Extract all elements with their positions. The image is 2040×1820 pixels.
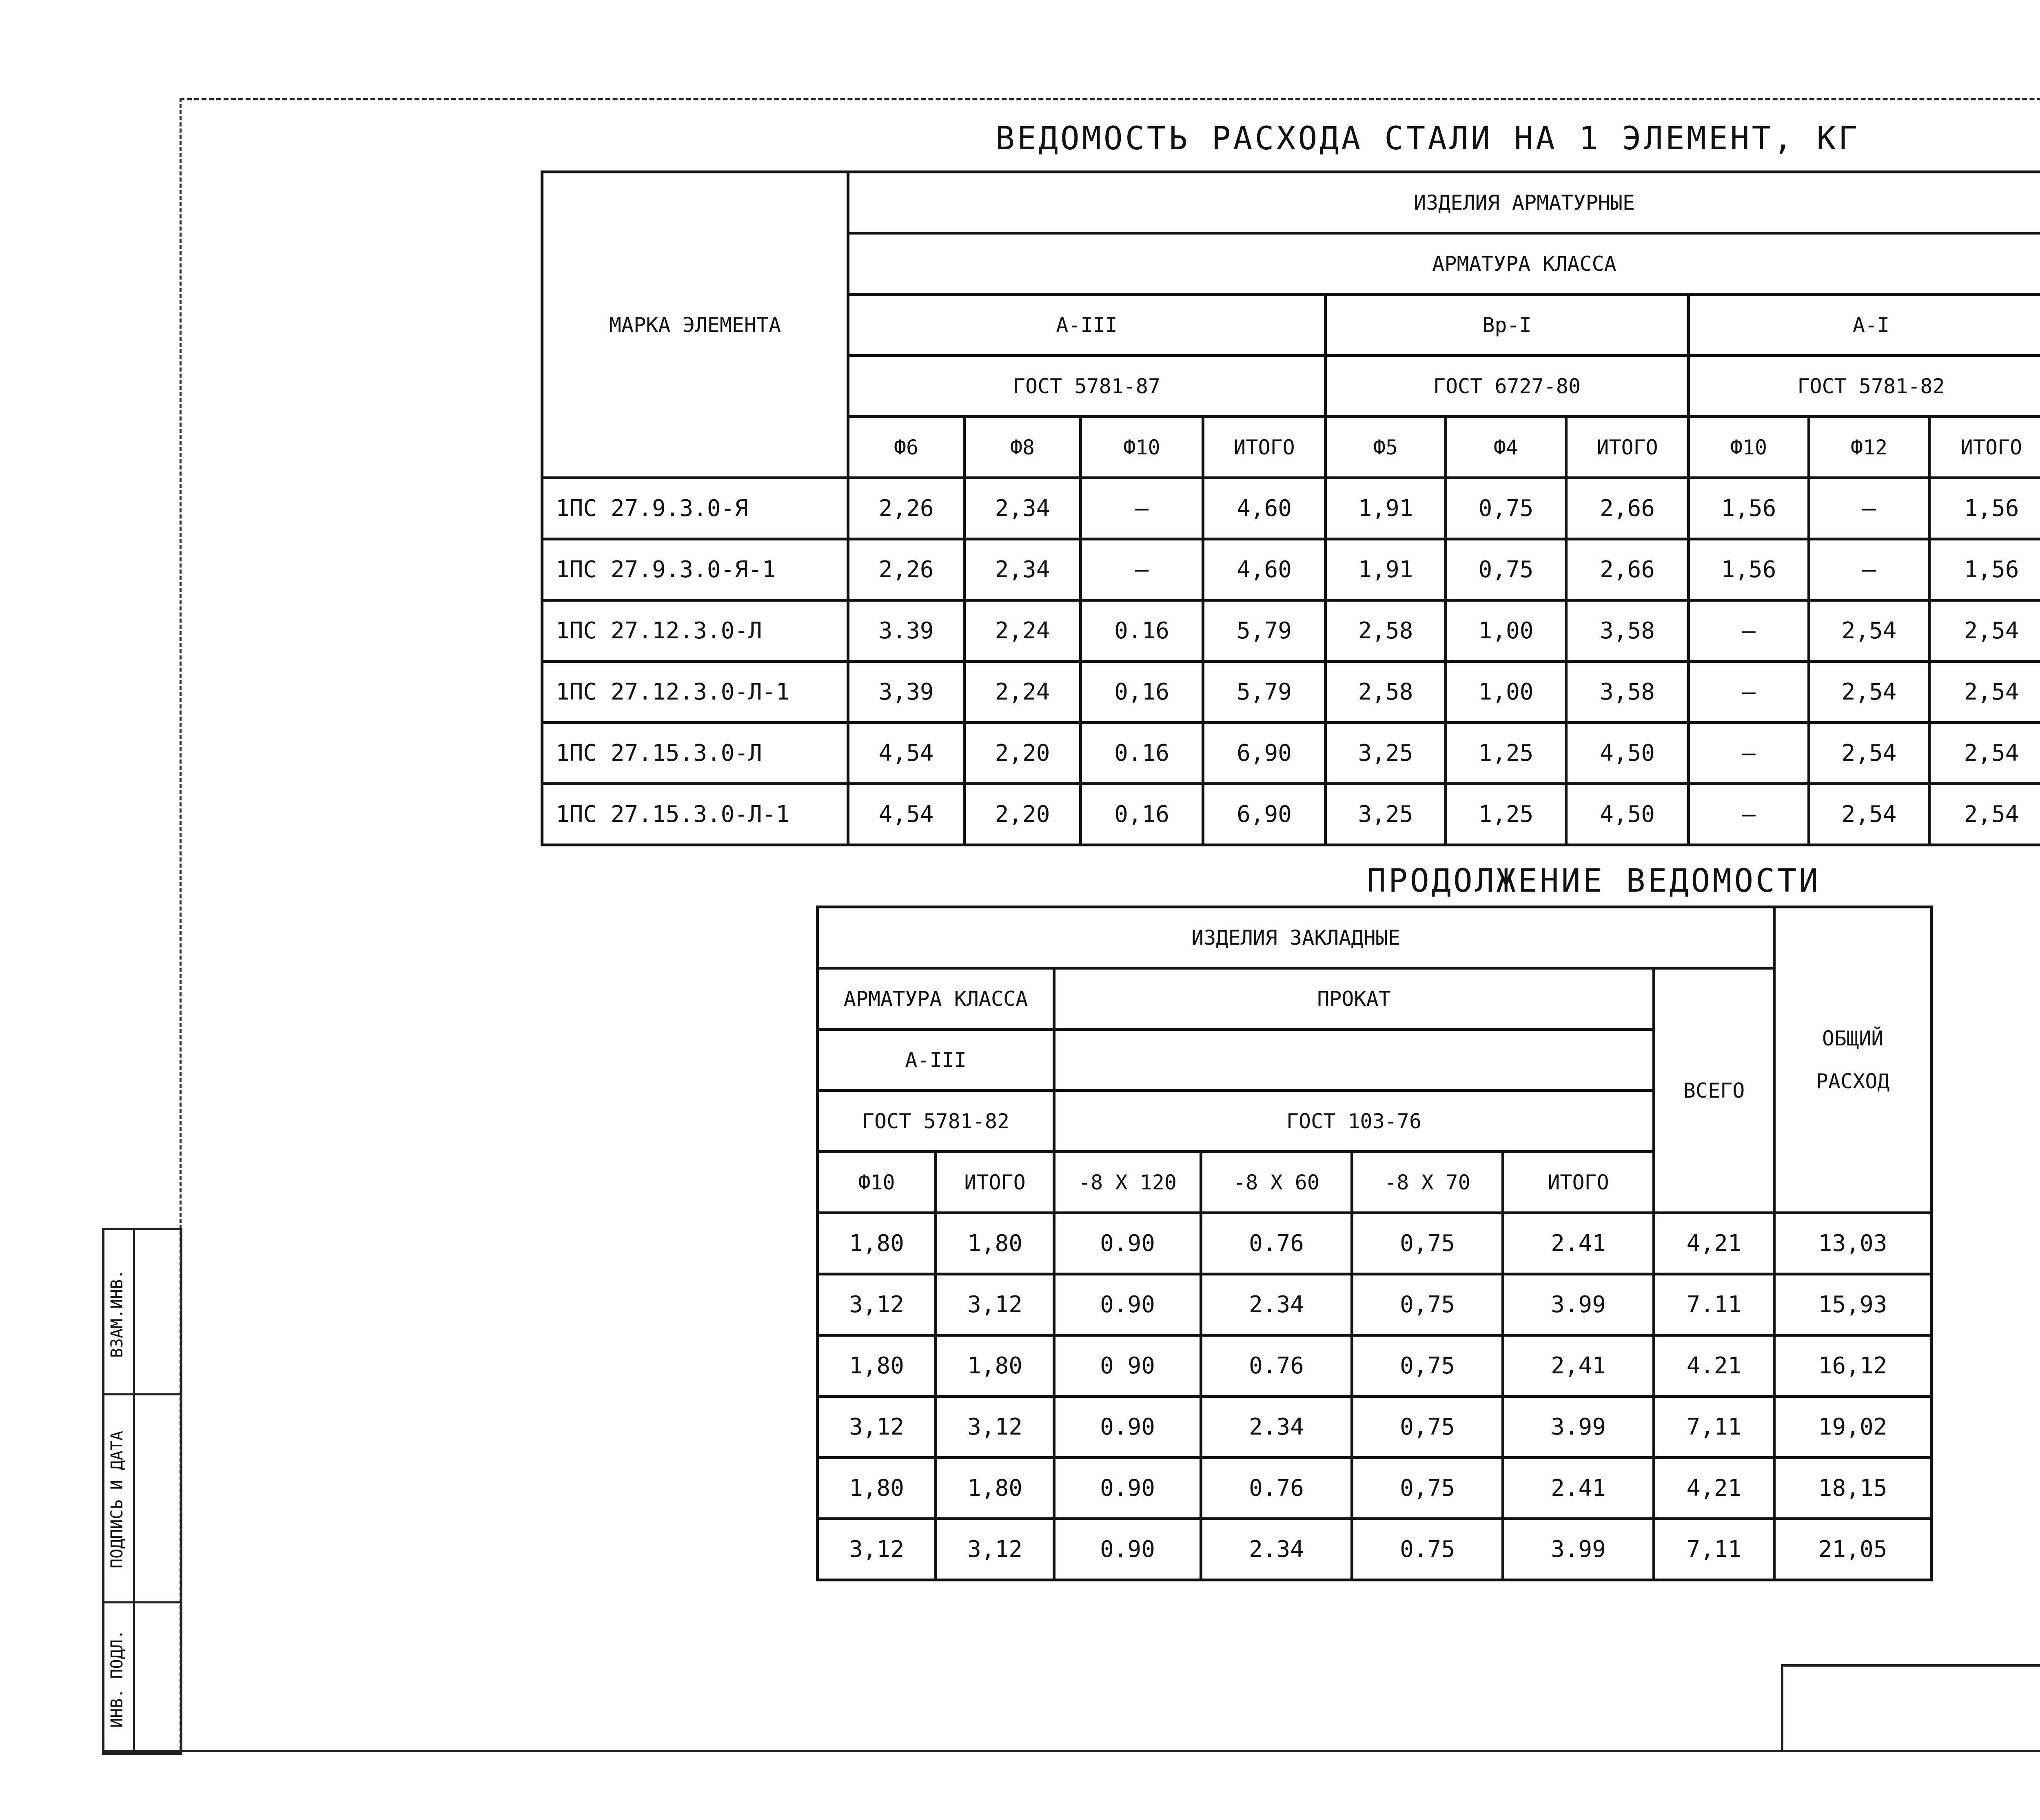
group-header: ИЗДЕЛИЯ АРМАТУРНЫЕ	[848, 172, 2040, 233]
table-cell: 2,26	[848, 478, 965, 539]
table-cell: 2,34	[965, 539, 1081, 600]
table-cell: 4,50	[1566, 723, 1689, 784]
table2-title: ПРОДОЛЖЕНИЕ ВЕДОМОСТИ	[1367, 863, 1821, 899]
gost-header: ГОСТ 5781-82	[818, 1091, 1054, 1152]
table-row	[542, 539, 2040, 600]
element-mark: 1ПС 27.12.3.0-Л-1	[542, 662, 848, 723]
overall-header-line1: ОБЩИЙ	[1822, 1026, 1884, 1050]
table-row	[542, 784, 2040, 845]
table-cell: 0,75	[1352, 1335, 1503, 1397]
table-cell: —	[1809, 478, 1929, 539]
table-cell: 1,80	[936, 1213, 1054, 1274]
table-cell: 3,25	[1326, 784, 1446, 845]
table-cell: 0,75	[1352, 1397, 1503, 1458]
table-cell: 2,20	[965, 784, 1081, 845]
table-row	[818, 1213, 1931, 1274]
overall-header-line2: РАСХОД	[1816, 1069, 1890, 1093]
table-cell: 0.90	[1054, 1458, 1201, 1519]
empty-header-cell	[1054, 1030, 1654, 1091]
table-cell: 2,54	[1809, 662, 1929, 723]
group-header: ИЗДЕЛИЯ ЗАКЛАДНЫЕ	[818, 907, 1774, 968]
table-cell: 2,54	[1929, 723, 2040, 784]
table-cell: 1,80	[818, 1335, 936, 1397]
table-cell: 2,41	[1503, 1335, 1654, 1397]
class-a3-header: А-III	[818, 1030, 1054, 1091]
table-cell: 0.76	[1201, 1213, 1352, 1274]
table-row	[818, 1335, 1931, 1397]
table-cell: —	[1689, 662, 1809, 723]
table-cell: 3.99	[1503, 1397, 1654, 1458]
table-cell: 4,54	[848, 784, 965, 845]
table-cell: 2,66	[1566, 539, 1689, 600]
table-cell: 2.41	[1503, 1458, 1654, 1519]
column-header: ИТОГО	[936, 1152, 1054, 1213]
table-cell: 0,75	[1446, 478, 1566, 539]
table-cell: 2,54	[1809, 784, 1929, 845]
armclass-header: АРМАТУРА КЛАССА	[818, 968, 1054, 1030]
table-cell: 0,75	[1352, 1274, 1503, 1335]
table-cell: 0.75	[1352, 1519, 1503, 1580]
table-cell: 2,24	[965, 600, 1081, 662]
table-cell: 1,80	[818, 1458, 936, 1519]
table-cell: 2,54	[1929, 600, 2040, 662]
column-header: Ф6	[848, 417, 965, 478]
column-header: ИТОГО	[1203, 417, 1326, 478]
table-cell: 1,80	[818, 1213, 936, 1274]
table-cell: 0,75	[1446, 539, 1566, 600]
column-header: -8 Х 120	[1054, 1152, 1201, 1213]
table-cell: 0,16	[1081, 784, 1203, 845]
stamp-side-divider	[104, 1601, 180, 1603]
table-cell: 0.90	[1054, 1519, 1201, 1580]
table-cell: 0.90	[1054, 1213, 1201, 1274]
table-cell: 3.39	[848, 600, 965, 662]
table-cell: 16,12	[1774, 1335, 1931, 1397]
table-cell: 3,25	[1326, 723, 1446, 784]
table-cell: 4,54	[848, 723, 965, 784]
element-mark: 1ПС 27.9.3.0-Я	[542, 478, 848, 539]
table-cell: 2,26	[848, 539, 965, 600]
table-row	[542, 600, 2040, 662]
frame-bottom-border	[102, 1750, 2040, 1752]
table-cell: 13,03	[1774, 1213, 1931, 1274]
table-row	[542, 723, 2040, 784]
table-cell: 0.16	[1081, 723, 1203, 784]
stamp-label-replaced-inv: ВЗАМ.ИНВ.	[108, 1269, 126, 1358]
table-cell: 1,80	[936, 1458, 1054, 1519]
stamp-label-original-inv: ИНВ. ПОДЛ.	[108, 1630, 126, 1728]
table-cell: 6,90	[1203, 723, 1326, 784]
element-mark: 1ПС 27.12.3.0-Л	[542, 600, 848, 662]
table-cell: 1,80	[936, 1335, 1054, 1397]
mark-header: МАРКА ЭЛЕМЕНТА	[542, 172, 848, 478]
table-cell: 7,11	[1654, 1397, 1774, 1458]
title-block	[1781, 1664, 2040, 1752]
table-cell: 2,54	[1809, 600, 1929, 662]
table-cell: 1,25	[1446, 723, 1566, 784]
table-cell: 0.90	[1054, 1397, 1201, 1458]
table-cell: —	[1809, 539, 1929, 600]
table-cell: 1,91	[1326, 478, 1446, 539]
gost-header: ГОСТ 5781-82	[1689, 356, 2040, 417]
table-cell: 3,12	[818, 1397, 936, 1458]
table-cell: 2,54	[1929, 784, 2040, 845]
table-cell: 2,54	[1929, 662, 2040, 723]
table-cell: 2,34	[965, 478, 1081, 539]
element-mark: 1ПС 27.9.3.0-Я-1	[542, 539, 848, 600]
gost-header: ГОСТ 103-76	[1054, 1091, 1654, 1152]
table-cell: 3.99	[1503, 1519, 1654, 1580]
gost-header: ГОСТ 6727-80	[1326, 356, 1689, 417]
table-cell: —	[1081, 478, 1203, 539]
subgroup-header: АРМАТУРА КЛАССА	[848, 233, 2040, 294]
column-header: ИТОГО	[1503, 1152, 1654, 1213]
table-row	[818, 1519, 1931, 1580]
table-cell: 0.76	[1201, 1335, 1352, 1397]
table-cell: —	[1689, 784, 1809, 845]
table-cell: 4,50	[1566, 784, 1689, 845]
table-cell: 2,58	[1326, 600, 1446, 662]
table-cell: 4,21	[1654, 1213, 1774, 1274]
table-cell: 5,79	[1203, 600, 1326, 662]
table-cell: 0,75	[1352, 1213, 1503, 1274]
stamp-side-divider	[133, 1230, 135, 1752]
column-header: Ф10	[818, 1152, 936, 1213]
table-cell: 1,56	[1929, 478, 2040, 539]
embedded-items-table	[816, 906, 1933, 1581]
column-header: Ф10	[1689, 417, 1809, 478]
table-cell: 3,12	[936, 1397, 1054, 1458]
table-row	[818, 1274, 1931, 1335]
class-vp1-header: Вр-I	[1326, 294, 1689, 356]
table-cell: 1,00	[1446, 600, 1566, 662]
table-cell: 21,05	[1774, 1519, 1931, 1580]
table-cell: 3,58	[1566, 662, 1689, 723]
table-cell: 0.16	[1081, 600, 1203, 662]
table-row	[818, 1458, 1931, 1519]
column-header: ИТОГО	[1566, 417, 1689, 478]
steel-consumption-table	[541, 170, 2040, 846]
table-cell: 3,12	[818, 1274, 936, 1335]
table-row	[542, 478, 2040, 539]
table-cell: 1,56	[1929, 539, 2040, 600]
table-cell: 4,21	[1654, 1458, 1774, 1519]
table-cell: 1,25	[1446, 784, 1566, 845]
table-cell: 3,12	[936, 1274, 1054, 1335]
table-cell: 0 90	[1054, 1335, 1201, 1397]
table-cell: 18,15	[1774, 1458, 1931, 1519]
table-cell: 2,54	[1809, 723, 1929, 784]
gost-header: ГОСТ 5781-87	[848, 356, 1326, 417]
table-row	[818, 1397, 1931, 1458]
table-cell: 7.11	[1654, 1274, 1774, 1335]
table-cell: —	[1689, 723, 1809, 784]
table-cell: 2,24	[965, 662, 1081, 723]
column-header: Ф4	[1446, 417, 1566, 478]
column-header: -8 Х 70	[1352, 1152, 1503, 1213]
table-cell: 3,12	[936, 1519, 1054, 1580]
element-mark: 1ПС 27.15.3.0-Л	[542, 723, 848, 784]
stamp-label-signature-date: ПОДПИСЬ И ДАТА	[108, 1430, 126, 1568]
column-header: Ф12	[1809, 417, 1929, 478]
table-cell: 2,58	[1326, 662, 1446, 723]
table1-title: ВЕДОМОСТЬ РАСХОДА СТАЛИ НА 1 ЭЛЕМЕНТ, КГ	[996, 120, 1860, 157]
column-header: -8 Х 60	[1201, 1152, 1352, 1213]
table-cell: 2.34	[1201, 1397, 1352, 1458]
table-cell: 0.76	[1201, 1458, 1352, 1519]
table-cell: 2,20	[965, 723, 1081, 784]
table-cell: 3,12	[818, 1519, 936, 1580]
table-cell: 2.34	[1201, 1519, 1352, 1580]
table-cell: 4,60	[1203, 478, 1326, 539]
column-header: Ф5	[1326, 417, 1446, 478]
table-cell: 5,79	[1203, 662, 1326, 723]
table-cell: 2.34	[1201, 1274, 1352, 1335]
stamp-side-divider	[104, 1393, 180, 1395]
class-a1-header: А-I	[1689, 294, 2040, 356]
table-cell: 0.90	[1054, 1274, 1201, 1335]
table-cell: 3.99	[1503, 1274, 1654, 1335]
table-cell: 4.21	[1654, 1335, 1774, 1397]
table-cell: 4,60	[1203, 539, 1326, 600]
total-header: ВСЕГО	[1654, 968, 1774, 1213]
frame-top-border	[180, 98, 2040, 100]
column-header: Ф8	[965, 417, 1081, 478]
column-header: ИТОГО	[1929, 417, 2040, 478]
table-cell: 3,39	[848, 662, 965, 723]
table-cell: —	[1689, 600, 1809, 662]
table-cell: 2,66	[1566, 478, 1689, 539]
table-cell: —	[1081, 539, 1203, 600]
overall-header	[1774, 907, 1931, 1213]
table-cell: 1,56	[1689, 478, 1809, 539]
table-cell: 19,02	[1774, 1397, 1931, 1458]
table-cell: 1,91	[1326, 539, 1446, 600]
stamp-side-box	[102, 1228, 182, 1755]
class-a3-header: А-III	[848, 294, 1326, 356]
column-header: Ф10	[1081, 417, 1203, 478]
table-cell: 0,75	[1352, 1458, 1503, 1519]
table-cell: 6,90	[1203, 784, 1326, 845]
table-cell: 7,11	[1654, 1519, 1774, 1580]
table-cell: 3,58	[1566, 600, 1689, 662]
table-cell: 1,00	[1446, 662, 1566, 723]
prokat-header: ПРОКАТ	[1054, 968, 1654, 1030]
table-cell: 15,93	[1774, 1274, 1931, 1335]
table-cell: 0,16	[1081, 662, 1203, 723]
table-cell: 2.41	[1503, 1213, 1654, 1274]
element-mark: 1ПС 27.15.3.0-Л-1	[542, 784, 848, 845]
table-cell: 1,56	[1689, 539, 1809, 600]
table-row	[542, 662, 2040, 723]
